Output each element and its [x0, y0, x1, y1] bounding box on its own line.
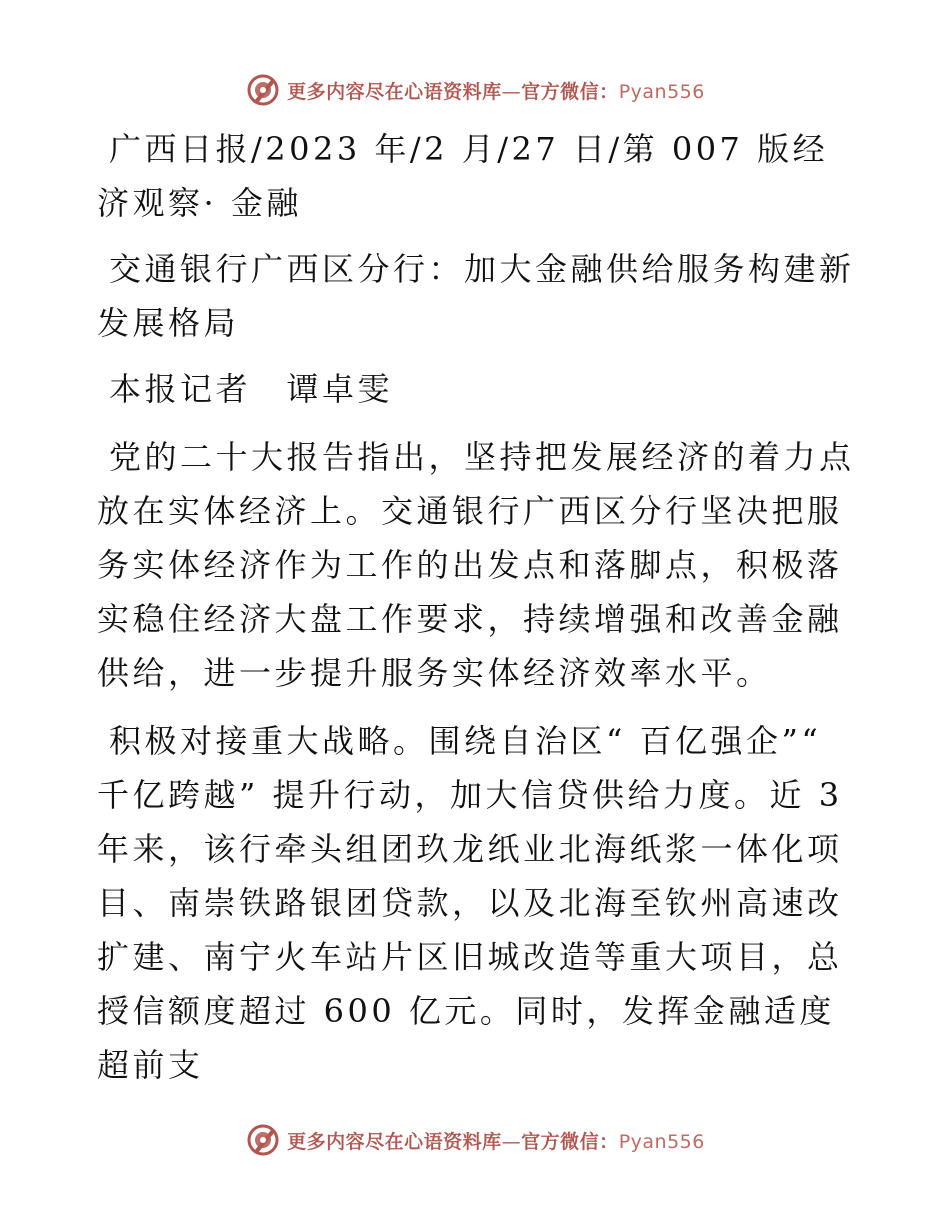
paragraph: 积极对接重大战略。围绕自治区“ 百亿强企”“ 千亿跨越” 提升行动，加大信贷供给力度。近 3 年来，该行牵头组团玖龙纸业北海纸浆一体化项目、南崇铁路银团贷款，以及北海至钦州高速改扩建、南宁火车站片区旧城改造等重大项目，总授信额度超过 600 亿元。同时，发挥金融适度超前支 [97, 722, 843, 1084]
headline: 交通银行广西区分行：加大金融供给服务构建新发展格局 [97, 250, 855, 342]
watermark-header [0, 70, 950, 110]
watermark-suffix: 官方微信： [521, 1130, 619, 1153]
watermark-footer [0, 1120, 950, 1160]
watermark-wechat-id: Pyan556 [618, 1130, 705, 1153]
watermark-wechat-id: Pyan556 [618, 80, 705, 103]
watermark-label [287, 1127, 705, 1154]
pen-logo-icon [245, 72, 281, 108]
pen-logo-icon [245, 1122, 281, 1158]
byline: 本报记者 谭卓雯 [109, 370, 394, 408]
watermark-main-text: 更多内容尽在心语资料库 [287, 80, 502, 103]
paragraph: 党的二十大报告指出，坚持把发展经济的着力点放在实体经济上。交通银行广西区分行坚决把服务实体经济作为工作的出发点和落脚点，积极落实稳住经济大盘工作要求，持续增强和改善金融供给，进一步提升服务实体经济效率水平。 [97, 438, 855, 692]
watermark-suffix: 官方微信： [521, 80, 619, 103]
article-body [97, 122, 857, 1106]
watermark-separator: — [501, 80, 522, 103]
watermark-main-text: 更多内容尽在心语资料库 [287, 1130, 502, 1153]
watermark-label [287, 77, 705, 104]
source-line: 广西日报/2023 年/2 月/27 日/第 007 版经济观察· 金融 [97, 130, 829, 222]
watermark-separator: — [501, 1130, 522, 1153]
